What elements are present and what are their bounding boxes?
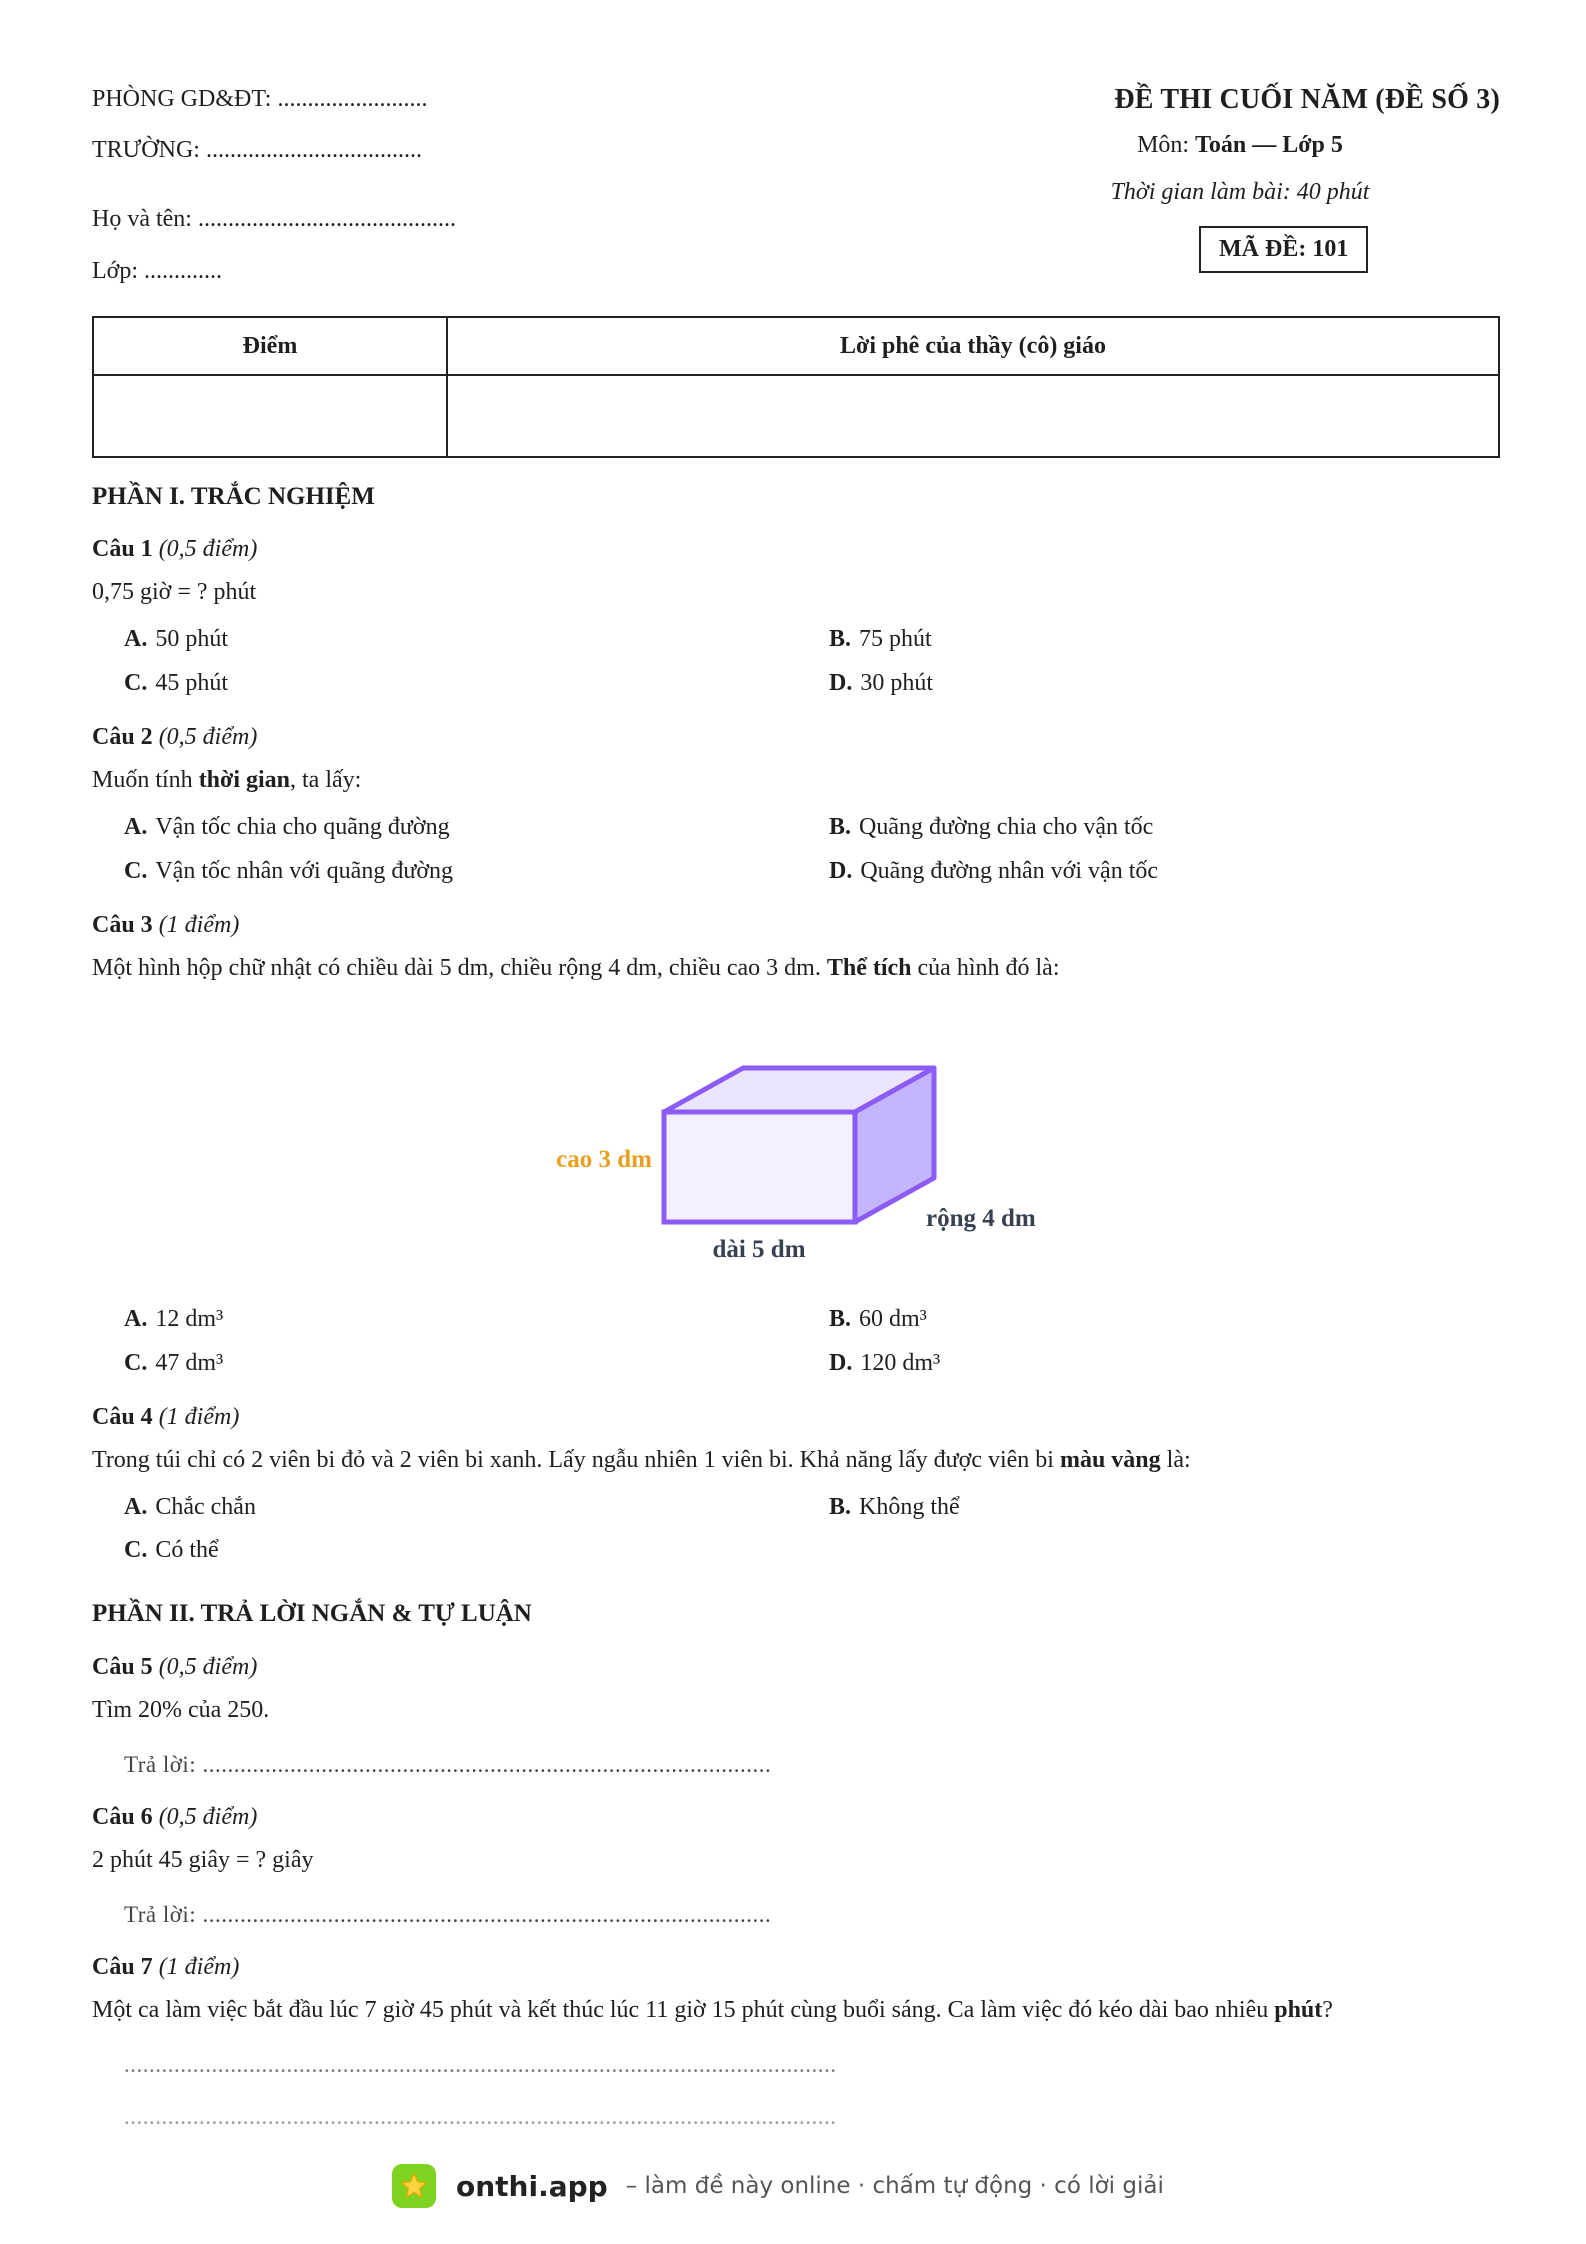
q3-text: [92, 955, 1060, 982]
option-key: C.: [124, 858, 148, 884]
q2-text-bold: thời gian: [198, 767, 290, 793]
q3-option-d[interactable]: [829, 1350, 940, 1377]
exam-code-box: MÃ ĐỀ: 101: [1199, 226, 1368, 273]
q1-text: 0,75 giờ = ? phút: [92, 579, 257, 605]
q7-text-pre: Một ca làm việc bắt đầu lúc 7 giờ 45 phút và kết thúc lúc 11 giờ 15 phút cùng buổi sáng. Ca làm việc đó kéo dài bao nhiêu: [92, 1997, 1275, 2023]
option-key: D.: [829, 858, 853, 884]
footer-brand[interactable]: onthi.app: [456, 2169, 608, 2203]
q5-text: Tìm 20% của 250.: [92, 1697, 270, 1723]
q3-option-b[interactable]: [829, 1306, 927, 1333]
q1-label: Câu 1: [92, 536, 153, 562]
option-text: 60 dm³: [859, 1306, 927, 1332]
q4-title: [92, 1404, 239, 1431]
q1-option-b[interactable]: [829, 626, 932, 653]
option-key: C.: [124, 1537, 148, 1563]
q1-option-d[interactable]: [829, 670, 933, 697]
q7-title: [92, 1954, 239, 1981]
q5-title: [92, 1654, 257, 1681]
q5-points: (0,5 điểm): [158, 1654, 258, 1680]
part2-title: PHẦN II. TRẢ LỜI NGẮN & TỰ LUẬN: [92, 1600, 532, 1627]
q3-text-bold: Thể tích: [826, 955, 912, 981]
q2-option-c[interactable]: [124, 858, 453, 885]
option-key: C.: [124, 1350, 148, 1376]
box-front-face: [664, 1112, 855, 1222]
option-text: 12 dm³: [155, 1306, 224, 1332]
q6-title: [92, 1804, 257, 1831]
q2-text: [92, 767, 361, 794]
option-text: 30 phút: [860, 670, 934, 696]
subject-prefix: Môn:: [1137, 132, 1196, 158]
q6-points: (0,5 điểm): [158, 1804, 258, 1830]
q4-option-c[interactable]: [124, 1537, 219, 1564]
q4-points: (1 điểm): [158, 1404, 240, 1430]
q6-answer-line[interactable]: Trả lời: ...........................................................................................: [124, 1902, 772, 1927]
option-text: Quãng đường chia cho vận tốc: [859, 814, 1154, 840]
option-text: 50 phút: [155, 626, 229, 652]
q4-text-bold: màu vàng: [1059, 1447, 1161, 1473]
option-key: B.: [829, 1306, 852, 1332]
option-key: D.: [829, 1350, 853, 1376]
length-label: dài 5 dm: [712, 1236, 806, 1263]
height-label: cao 3 dm: [556, 1146, 652, 1173]
exam-page: [92, 0, 1500, 2244]
q3-option-c[interactable]: [124, 1350, 223, 1377]
exam-title: ĐỀ THI CUỐI NĂM (ĐỀ SỐ 3): [1114, 84, 1500, 115]
grade-table: [92, 316, 1500, 458]
score-header: Điểm: [93, 317, 447, 375]
q2-option-a[interactable]: [124, 814, 450, 841]
option-text: Không thể: [859, 1494, 960, 1520]
option-text: 45 phút: [155, 670, 229, 696]
q4-text-pre: Trong túi chỉ có 2 viên bi đỏ và 2 viên bi xanh. Lấy ngẫu nhiên 1 viên bi. Khả năng lấy được viên bi: [92, 1447, 1060, 1473]
q7-text-bold: phút: [1274, 1997, 1323, 2023]
q1-option-a[interactable]: [124, 626, 228, 653]
q3-points: (1 điểm): [158, 912, 240, 938]
q2-text-pre: Muốn tính: [92, 767, 199, 793]
q3-text-post: của hình đó là:: [911, 955, 1060, 981]
onthi-logo: [392, 2164, 436, 2208]
footer-banner[interactable]: [392, 2164, 1164, 2208]
footer-tagline: – làm đề này online · chấm tự động · có lời giải: [625, 2173, 1164, 2199]
option-key: B.: [829, 814, 852, 840]
option-text: Chắc chắn: [155, 1494, 256, 1520]
part1-title: PHẦN I. TRẮC NGHIỆM: [92, 483, 375, 510]
q3-label: Câu 3: [92, 912, 153, 938]
q3-text-pre: Một hình hộp chữ nhật có chiều dài 5 dm, chiều rộng 4 dm, chiều cao 3 dm.: [92, 955, 827, 981]
q5-answer-line[interactable]: Trả lời: ...........................................................................................: [124, 1752, 772, 1777]
option-key: C.: [124, 670, 148, 696]
q3-option-a[interactable]: [124, 1306, 223, 1333]
option-text: 120 dm³: [860, 1350, 941, 1376]
option-text: Có thể: [155, 1537, 219, 1563]
q2-points: (0,5 điểm): [158, 724, 258, 750]
q5-label: Câu 5: [92, 1654, 153, 1680]
q2-option-d[interactable]: [829, 858, 1158, 885]
class-line: Lớp: .............: [92, 258, 223, 284]
q1-points: (0,5 điểm): [158, 536, 258, 562]
q4-text-post: là:: [1160, 1447, 1191, 1473]
q7-answer-line-2[interactable]: ..................................................................................................................: [124, 2104, 837, 2129]
score-cell[interactable]: [93, 375, 447, 457]
option-text: 47 dm³: [155, 1350, 224, 1376]
subject-name: Toán — Lớp 5: [1195, 132, 1343, 158]
q4-option-a[interactable]: [124, 1494, 256, 1521]
option-text: Quãng đường nhân với vận tốc: [860, 858, 1159, 884]
option-key: A.: [124, 814, 148, 840]
q3-title: [92, 912, 239, 939]
option-key: A.: [124, 1494, 148, 1520]
school-line: TRƯỜNG: ....................................: [92, 137, 422, 163]
q2-text-post: , ta lấy:: [290, 767, 362, 793]
option-key: A.: [124, 1306, 148, 1332]
q7-answer-line-1[interactable]: ..................................................................................................................: [124, 2052, 837, 2077]
option-text: 75 phút: [859, 626, 932, 652]
q2-label: Câu 2: [92, 724, 153, 750]
student-name-line: Họ và tên: ...........................................: [92, 206, 456, 232]
q2-title: [92, 724, 257, 751]
q7-label: Câu 7: [92, 1954, 153, 1980]
option-key: B.: [829, 1494, 852, 1520]
q4-option-b[interactable]: [829, 1494, 960, 1521]
teacher-comment-header: Lời phê của thầy (cô) giáo: [447, 317, 1499, 375]
department-line: PHÒNG GD&ĐT: .........................: [92, 86, 428, 112]
q4-label: Câu 4: [92, 1404, 153, 1430]
time-limit: Thời gian làm bài: 40 phút: [1110, 179, 1370, 205]
q7-text: [92, 1997, 1333, 2024]
q6-text: 2 phút 45 giây = ? giây: [92, 1847, 314, 1873]
rectangular-box-figure: [92, 1040, 1500, 1280]
q7-text-post: ?: [1322, 1997, 1333, 2023]
teacher-comment-cell[interactable]: [447, 375, 1499, 457]
star-icon: [399, 2171, 429, 2201]
option-text: Vận tốc nhân với quãng đường: [155, 858, 454, 884]
subject-line: [1020, 132, 1460, 159]
q1-option-c[interactable]: [124, 670, 228, 697]
width-label: rộng 4 dm: [926, 1205, 1036, 1232]
option-text: Vận tốc chia cho quãng đường: [155, 814, 450, 840]
option-key: B.: [829, 626, 852, 652]
q4-text: [92, 1447, 1191, 1474]
q7-points: (1 điểm): [158, 1954, 240, 1980]
option-key: A.: [124, 626, 148, 652]
q1-title: [92, 536, 257, 563]
q6-label: Câu 6: [92, 1804, 153, 1830]
option-key: D.: [829, 670, 853, 696]
q2-option-b[interactable]: [829, 814, 1153, 841]
